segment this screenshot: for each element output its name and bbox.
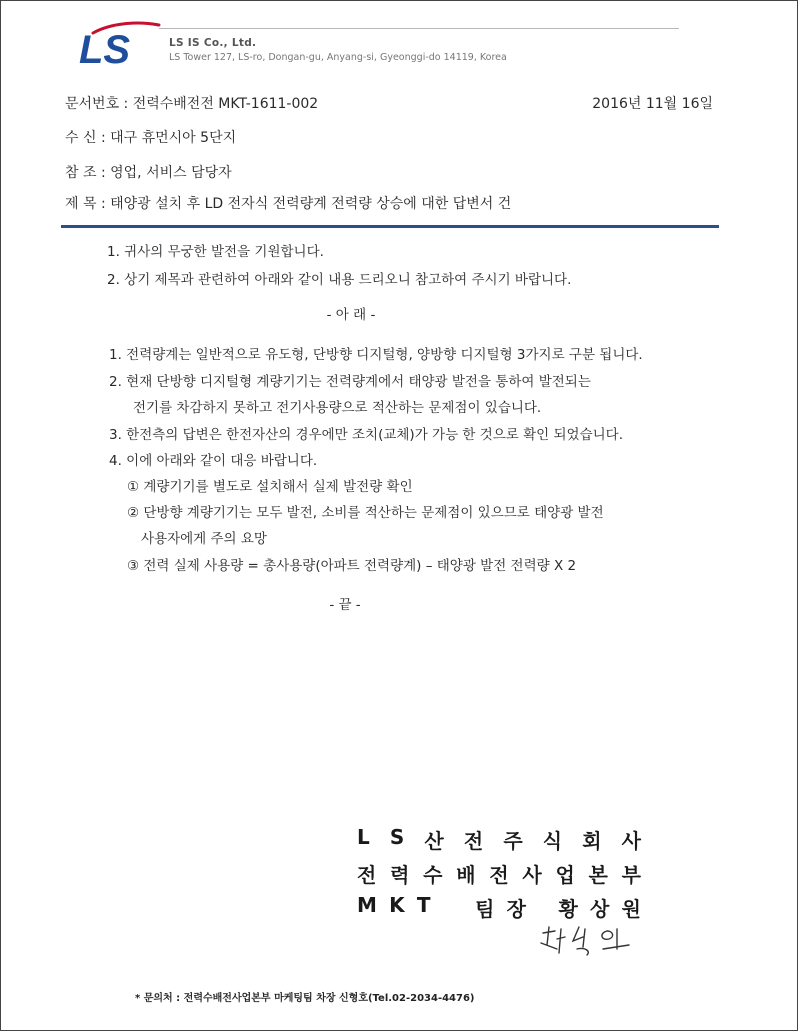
sub-item-2-cont: 사용자에게 주의 요망 xyxy=(141,531,267,547)
item-2-cont: 전기를 차감하지 못하고 전기사용량으로 적산하는 문제점이 있습니다. xyxy=(133,400,542,416)
recipient: 수 신 : 대구 휴먼시아 5단지 xyxy=(65,130,237,146)
document-number: 문서번호 : 전력수배전전 MKT-1611-002 xyxy=(65,96,319,112)
sig-char: 전 xyxy=(357,863,377,887)
signature-line-3 xyxy=(357,893,641,922)
company-name: LS IS Co., Ltd. xyxy=(169,37,257,49)
item-1: 1. 전력량계는 일반적으로 유도형, 단방향 디지털형, 양방향 디지털형 3가지로 구분 됩니다. xyxy=(109,347,643,363)
sig-char: 주 xyxy=(503,829,523,853)
end-marker: - 끝 - xyxy=(329,597,361,613)
sig-char: T xyxy=(416,893,431,917)
sig-char: 업 xyxy=(555,863,575,887)
sig-char: 황 xyxy=(558,897,578,921)
sig-char: 배 xyxy=(456,863,476,887)
sig-char: 장 xyxy=(506,897,526,921)
sig-char: 수 xyxy=(423,863,443,887)
handwritten-signature xyxy=(535,919,645,959)
sig-char: 본 xyxy=(588,863,608,887)
document-date: 2016년 11월 16일 xyxy=(592,96,713,112)
sig-char: 원 xyxy=(621,897,641,921)
sig-char: M xyxy=(357,893,377,917)
item-3: 3. 한전측의 답변은 한전자산의 경우에만 조치(교체)가 가능 한 것으로 확인 되었습니다. xyxy=(109,427,624,443)
company-address: LS Tower 127, LS-ro, Dongan-gu, Anyang-si, Gyeonggi-do 14119, Korea xyxy=(169,52,507,63)
contact-info: * 문의처 : 전력수배전사업본부 마케팅팀 차장 신형호(Tel.02-2034-4476) xyxy=(135,993,475,1004)
signature-line-2 xyxy=(357,859,641,888)
sig-char: 력 xyxy=(390,863,410,887)
sig-char: 팀 xyxy=(475,897,495,921)
sig-char: 부 xyxy=(621,863,641,887)
header-divider xyxy=(159,28,679,29)
item-2: 2. 현재 단방향 디지털형 계량기기는 전력량계에서 태양광 발전을 통하여 발전되는 xyxy=(109,374,591,390)
sub-item-1: ① 계량기기를 별도로 설치해서 실제 발전량 확인 xyxy=(127,479,413,495)
signature-line-1 xyxy=(357,825,641,854)
sig-char: L xyxy=(357,825,370,849)
intro-line-1: 1. 귀사의 무궁한 발전을 기원합니다. xyxy=(107,244,324,260)
below-marker: - 아 래 - xyxy=(326,307,376,323)
sig-char: 식 xyxy=(542,829,563,853)
sig-char: 산 xyxy=(424,829,444,853)
section-rule xyxy=(61,225,719,228)
item-4: 4. 이에 아래와 같이 대응 바랍니다. xyxy=(109,453,318,469)
intro-line-2: 2. 상기 제목과 관련하여 아래와 같이 내용 드리오니 참고하여 주시기 바랍니다. xyxy=(107,272,572,288)
sig-char: 회 xyxy=(582,829,602,853)
sig-char: 사 xyxy=(522,863,542,887)
company-logo xyxy=(77,25,163,69)
sig-char: 상 xyxy=(590,897,610,921)
subject: 제 목 : 태양광 설치 후 LD 전자식 전력량계 전력량 상승에 대한 답변서 건 xyxy=(65,196,512,212)
sig-char: S xyxy=(389,825,405,849)
sig-char: K xyxy=(389,893,405,917)
logo-text: LS xyxy=(79,28,131,69)
reference: 참 조 : 영업, 서비스 담당자 xyxy=(65,165,232,181)
sub-item-2: ② 단방향 계량기기는 모두 발전, 소비를 적산하는 문제점이 있으므로 태양광 발전 xyxy=(127,505,604,521)
sub-item-3: ③ 전력 실제 사용량 = 총사용량(아파트 전력량계) – 태양광 발전 전력량 X 2 xyxy=(127,558,577,574)
sig-char: 사 xyxy=(621,829,641,853)
sig-char: 전 xyxy=(489,863,509,887)
sig-char: 전 xyxy=(463,829,484,853)
